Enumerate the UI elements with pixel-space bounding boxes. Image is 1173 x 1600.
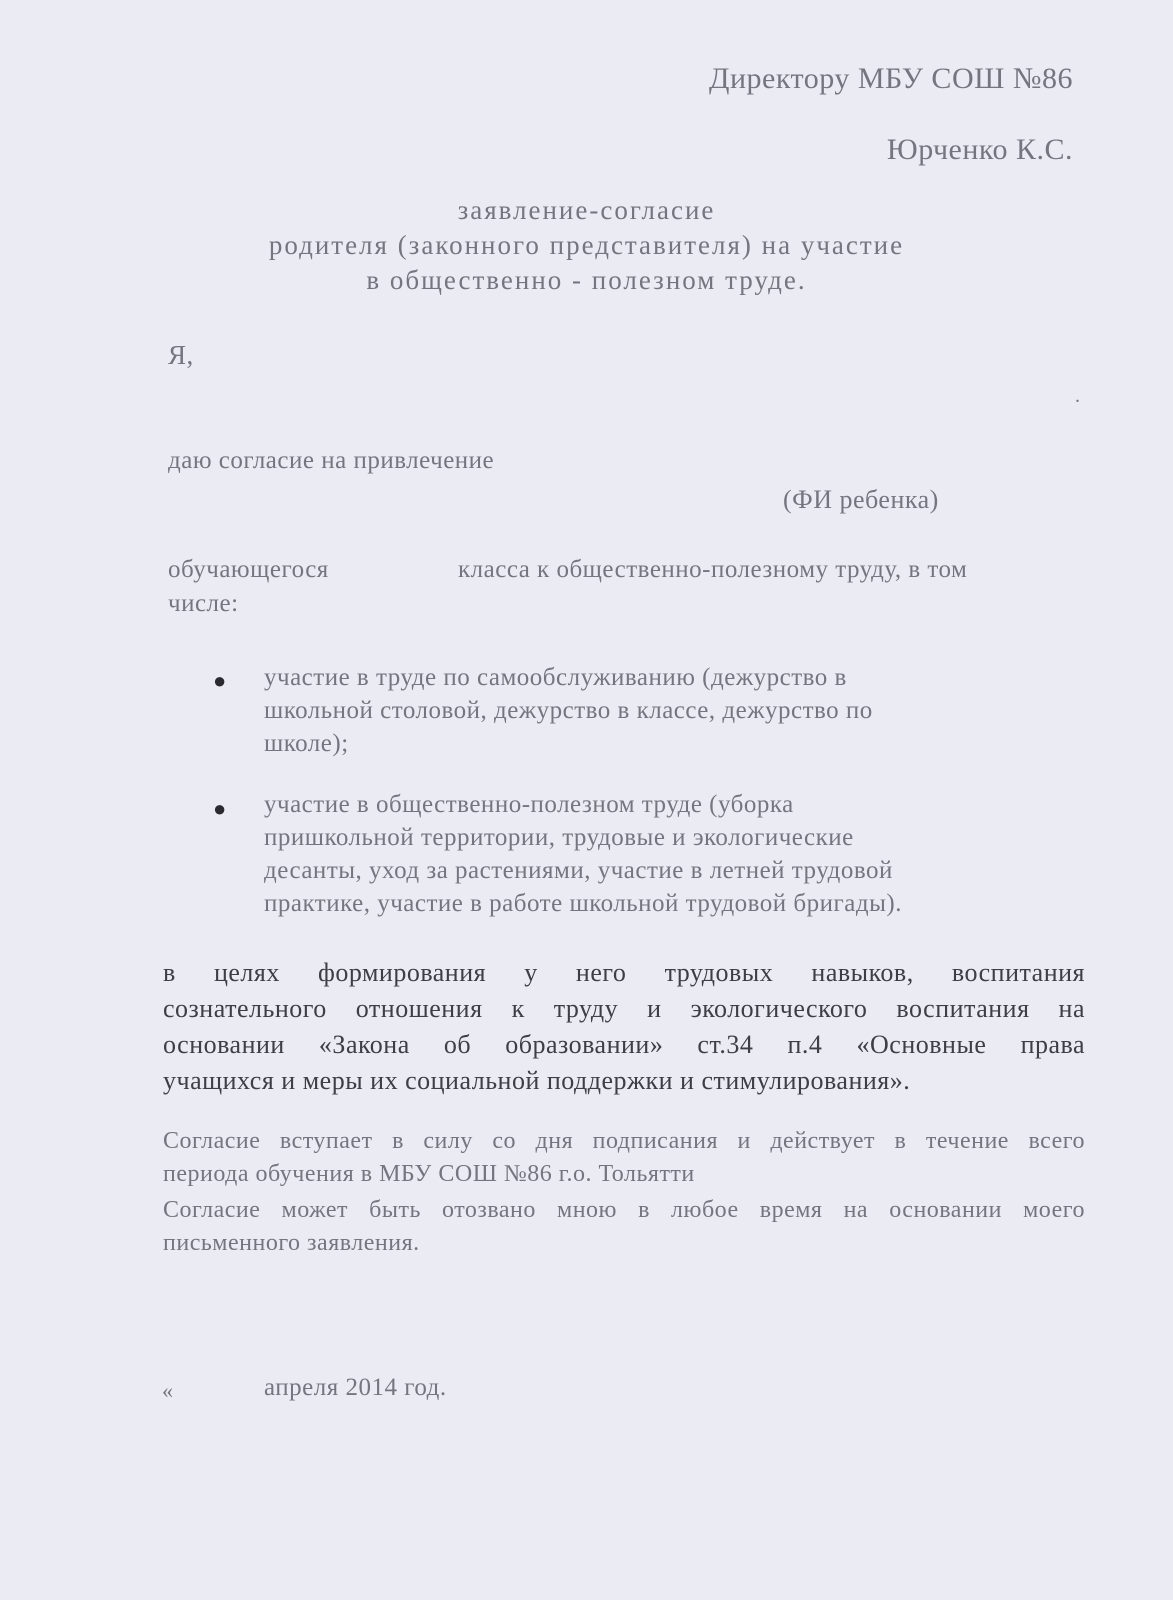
purpose-line-3: основании «Закона об образовании» ст.34 п.4 «Основные права — [163, 1030, 1085, 1059]
child-name-caption: (ФИ ребенка) — [783, 485, 939, 514]
bullet-2-line-3: десанты, уход за растениями, участие в летней трудовой — [264, 857, 893, 884]
validity-line-2: периода обучения в МБУ СОШ №86 г.о. Тольятти — [163, 1161, 695, 1187]
addressee-line-1: Директору МБУ СОШ №86 — [709, 62, 1073, 95]
bullet-1-line-1: участие в труде по самообслуживанию (дежурство в — [264, 664, 847, 691]
bullet-2-line-4: практике, участие в работе школьной трудовой бригады). — [264, 890, 902, 917]
consent-line: даю согласие на привлечение — [168, 447, 495, 474]
student-label: обучающегося — [168, 556, 329, 583]
bullet-1-line-2: школьной столовой, дежурство в классе, дежурство по — [264, 697, 873, 724]
title-line-2: родителя (законного представителя) на участие — [268, 230, 905, 260]
purpose-line-1: в целях формирования у него трудовых навыков, воспитания — [163, 958, 1085, 987]
class-text-cont: числе: — [168, 590, 239, 617]
purpose-line-4: учащихся и меры их социальной поддержки и стимулирования». — [163, 1066, 911, 1095]
title-line-1: заявление-согласие — [457, 195, 716, 225]
purpose-line-2: сознательного отношения к труду и экологического воспитания на — [163, 994, 1085, 1023]
class-text: класса к общественно-полезному труду, в том — [458, 556, 968, 583]
bullet-2-line-2: пришкольной территории, трудовые и экологические — [264, 824, 854, 851]
date-month-year: апреля 2014 год. — [264, 1374, 447, 1401]
bullet-2-line-1: участие в общественно-полезном труде (уборка — [264, 791, 794, 818]
date-quote-mark: « — [162, 1378, 174, 1403]
bullet-dot: ● — [213, 796, 227, 821]
ya-label: Я, — [168, 340, 194, 370]
bullet-1-line-3: школе); — [264, 730, 349, 757]
addressee-line-2: Юрченко К.С. — [886, 133, 1073, 166]
bullet-dot: ● — [213, 668, 227, 693]
validity-line-1: Согласие вступает в силу со дня подписания и действует в течение всего — [163, 1128, 1085, 1154]
validity-line-3: Согласие может быть отозвано мною в любое время на основании моего — [163, 1197, 1085, 1223]
title-line-3: в общественно - полезном труде. — [366, 265, 807, 295]
validity-line-4: письменного заявления. — [163, 1230, 420, 1256]
line-dot: . — [1075, 385, 1081, 407]
